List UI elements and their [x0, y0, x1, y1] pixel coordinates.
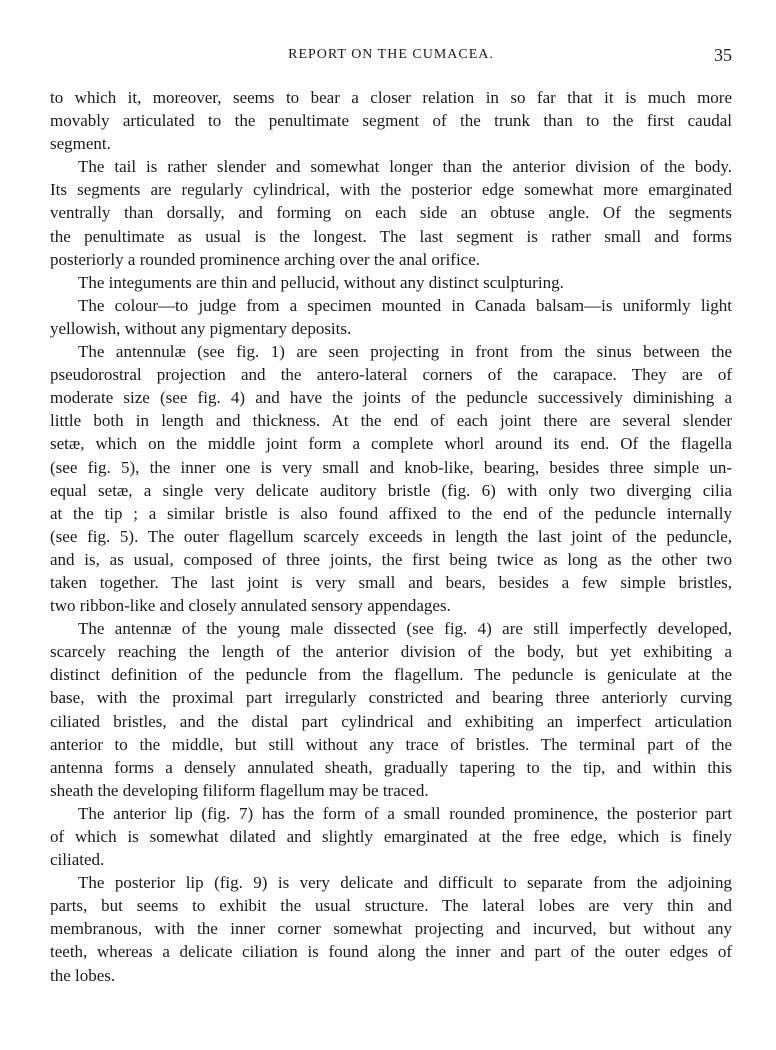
text-line: ciliated.: [50, 850, 105, 870]
page-number: 35: [714, 45, 732, 65]
text-line: of which is somewhat dilated and slightly emarginated at the free edge, which is finely: [50, 827, 732, 846]
running-title: REPORT ON THE CUMACEA.: [288, 47, 494, 62]
text-line: movably articulated to the penultimate segment of the trunk than to the first caudal: [50, 111, 732, 131]
text-line: little both in length and thickness. At the end of each joint there are several slender: [50, 411, 732, 431]
text-line: (see fig. 5), the inner one is very small and knob-like, bearing, besides three simple un-: [50, 457, 732, 477]
text-line: posteriorly a rounded prominence arching over the anal orifice.: [50, 249, 481, 269]
page-header: [50, 44, 732, 66]
text-line: to which it, moreover, seems to bear a closer relation in so far that it is much more: [50, 88, 732, 107]
text-line: moderate size (see fig. 4) and have the joints of the peduncle successively diminishing a: [50, 388, 732, 408]
text-line: setæ, which on the middle joint form a complete whorl around its end. Of the flagella: [50, 434, 732, 454]
text-line: ciliated bristles, and the distal part cylindrical and exhibiting an imperfect articulation: [50, 711, 732, 731]
text-line: anterior to the middle, but still without any trace of bristles. The terminal part of the: [50, 734, 732, 754]
text-line: (see fig. 5). The outer flagellum scarcely exceeds in length the last joint of the peduncle,: [50, 526, 732, 546]
text-line: membranous, with the inner corner somewhat projecting and incurved, but without any: [50, 919, 732, 939]
paragraph-start-line: The anterior lip (fig. 7) has the form of a small rounded prominence, the posterior part: [78, 803, 732, 823]
paragraph-start-line: The antennulæ (see fig. 1) are seen projecting in front from the sinus between the: [78, 342, 732, 362]
text-line: segment.: [50, 134, 111, 154]
text-line: scarcely reaching the length of the anterior division of the body, but yet exhibiting a: [50, 642, 732, 662]
text-line: sheath the developing filiform flagellum may be traced.: [50, 780, 429, 800]
paragraph-start-line: The colour—to judge from a specimen mounted in Canada balsam—is uniformly light: [78, 295, 732, 315]
paragraph-start-line: The tail is rather slender and somewhat longer than the anterior division of the body.: [78, 157, 732, 177]
text-line: equal setæ, a single very delicate auditory bristle (fig. 6) with only two diverging cilia: [50, 480, 732, 500]
body-text: [50, 86, 732, 987]
text-line: two ribbon-like and closely annulated sensory appendages.: [50, 596, 451, 616]
text-line: teeth, whereas a delicate ciliation is found along the inner and part of the outer edges of: [50, 942, 732, 962]
paragraph-start-line: The integuments are thin and pellucid, without any distinct sculpturing.: [78, 272, 564, 292]
text-line: ventrally than dorsally, and forming on each side an obtuse angle. Of the segments: [50, 203, 732, 223]
paragraph-start-line: The antennæ of the young male dissected (see fig. 4) are still imperfectly developed,: [78, 619, 732, 639]
text-line: taken together. The last joint is very small and bears, besides a few simple bristles,: [50, 572, 732, 592]
text-line: Its segments are regularly cylindrical, with the posterior edge somewhat more emarginated: [50, 180, 732, 200]
text-line: at the tip ; a similar bristle is also found affixed to the end of the peduncle internally: [50, 503, 732, 523]
text-line: the lobes.: [50, 965, 116, 985]
paragraph-start-line: The posterior lip (fig. 9) is very delicate and difficult to separate from the adjoining: [78, 873, 732, 893]
text-line: and is, as usual, composed of three joints, the first being twice as long as the other two: [50, 549, 732, 569]
text-line: distinct definition of the peduncle from the flagellum. The peduncle is geniculate at the: [50, 665, 732, 685]
text-line: parts, but seems to exhibit the usual structure. The lateral lobes are very thin and: [50, 896, 732, 916]
text-line: the penultimate as usual is the longest. The last segment is rather small and forms: [50, 226, 732, 246]
text-line: pseudorostral projection and the antero-lateral corners of the carapace. They are of: [50, 365, 732, 385]
text-line: yellowish, without any pigmentary deposits.: [50, 318, 352, 338]
text-line: base, with the proximal part irregularly constricted and bearing three anteriorly curving: [50, 688, 732, 708]
text-line: antenna forms a densely annulated sheath, gradually tapering to the tip, and within this: [50, 757, 732, 777]
